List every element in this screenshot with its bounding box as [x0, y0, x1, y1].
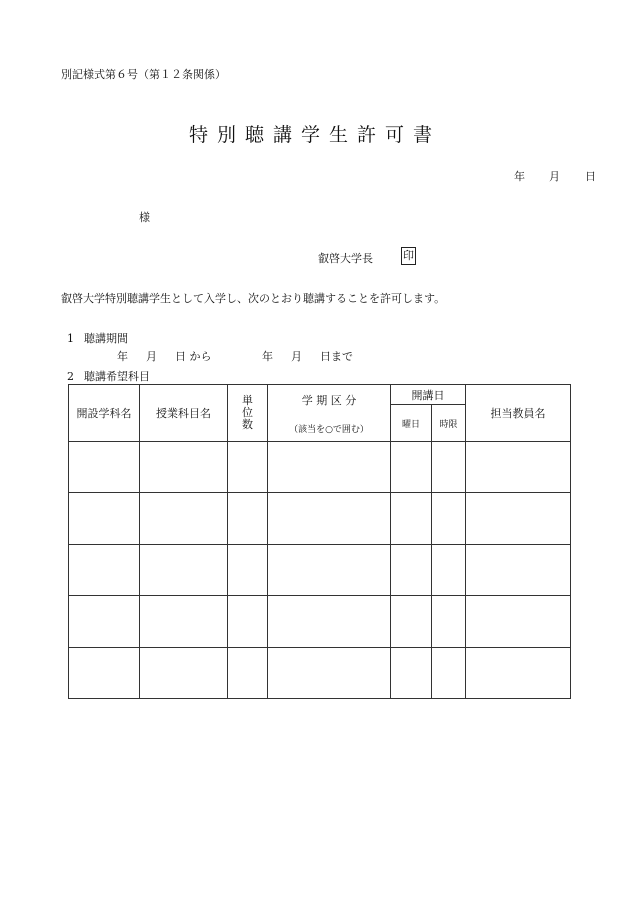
cell-period[interactable]: [432, 493, 466, 545]
page-title: 特別聴講学生許可書: [188, 124, 441, 146]
permission-statement: 叡啓大学特別聴講学生として入学し、次のとおり聴講することを許可します。: [61, 292, 446, 305]
cell-credits[interactable]: [228, 596, 268, 648]
cell-instructor[interactable]: [466, 493, 571, 545]
cell-term[interactable]: [268, 442, 391, 493]
date-month: 月: [549, 170, 560, 183]
president-title: 叡啓大学長: [318, 252, 373, 265]
cell-instructor[interactable]: [466, 596, 571, 648]
table-row: [69, 493, 571, 545]
cell-day[interactable]: [391, 648, 432, 699]
header-term-note: （該当を○で囲む）: [289, 424, 369, 435]
cell-subject[interactable]: [140, 442, 228, 493]
cell-term[interactable]: [268, 545, 391, 596]
section-desired-subjects: [67, 368, 150, 384]
cell-subject[interactable]: [140, 648, 228, 699]
cell-subject[interactable]: [140, 493, 228, 545]
header-credits-label: 単位数: [242, 394, 253, 431]
header-subject: 授業科目名: [140, 385, 228, 442]
date-day: 日: [585, 170, 596, 183]
header-term: [268, 385, 391, 442]
table-row: [69, 596, 571, 648]
header-credits: [228, 385, 268, 442]
header-department: 開設学科名: [69, 385, 140, 442]
date-year: 年: [514, 170, 525, 183]
subjects-table: [68, 384, 571, 699]
header-schedule: 開講日: [391, 385, 466, 405]
table-row: [69, 545, 571, 596]
period-from-year: 年: [117, 350, 128, 363]
period-to-year: 年: [262, 350, 273, 363]
cell-subject[interactable]: [140, 596, 228, 648]
recipient-honorific: 様: [139, 211, 150, 224]
cell-period[interactable]: [432, 596, 466, 648]
cell-department[interactable]: [69, 648, 140, 699]
cell-period[interactable]: [432, 442, 466, 493]
header-instructor: 担当教員名: [466, 385, 571, 442]
section-title: 聴講希望科目: [84, 370, 150, 383]
cell-department[interactable]: [69, 545, 140, 596]
cell-department[interactable]: [69, 442, 140, 493]
cell-department[interactable]: [69, 596, 140, 648]
period-from-month: 月: [146, 350, 157, 363]
form-reference: 別記様式第６号（第１２条関係）: [61, 68, 226, 81]
header-period: 時限: [432, 405, 466, 442]
table-header-row: [69, 385, 571, 405]
seal-mark: 印: [401, 247, 416, 265]
cell-instructor[interactable]: [466, 545, 571, 596]
cell-period[interactable]: [432, 648, 466, 699]
table-row: [69, 442, 571, 493]
section-number: 2: [67, 370, 74, 383]
cell-day[interactable]: [391, 493, 432, 545]
cell-subject[interactable]: [140, 545, 228, 596]
cell-period[interactable]: [432, 545, 466, 596]
cell-day[interactable]: [391, 545, 432, 596]
cell-instructor[interactable]: [466, 442, 571, 493]
table-row: [69, 648, 571, 699]
cell-day[interactable]: [391, 442, 432, 493]
cell-credits[interactable]: [228, 442, 268, 493]
section-attendance-period: [67, 330, 128, 346]
cell-credits[interactable]: [228, 648, 268, 699]
cell-credits[interactable]: [228, 545, 268, 596]
section-title: 聴講期間: [84, 332, 128, 345]
period-from-day: 日 から: [175, 350, 212, 363]
cell-term[interactable]: [268, 596, 391, 648]
cell-instructor[interactable]: [466, 648, 571, 699]
section-number: 1: [67, 332, 74, 345]
cell-term[interactable]: [268, 648, 391, 699]
header-day: 曜日: [391, 405, 432, 442]
cell-department[interactable]: [69, 493, 140, 545]
period-to-day: 日まで: [320, 350, 353, 363]
cell-day[interactable]: [391, 596, 432, 648]
period-to-month: 月: [291, 350, 302, 363]
header-term-label: 学 期 区 分: [301, 393, 357, 407]
cell-credits[interactable]: [228, 493, 268, 545]
cell-term[interactable]: [268, 493, 391, 545]
